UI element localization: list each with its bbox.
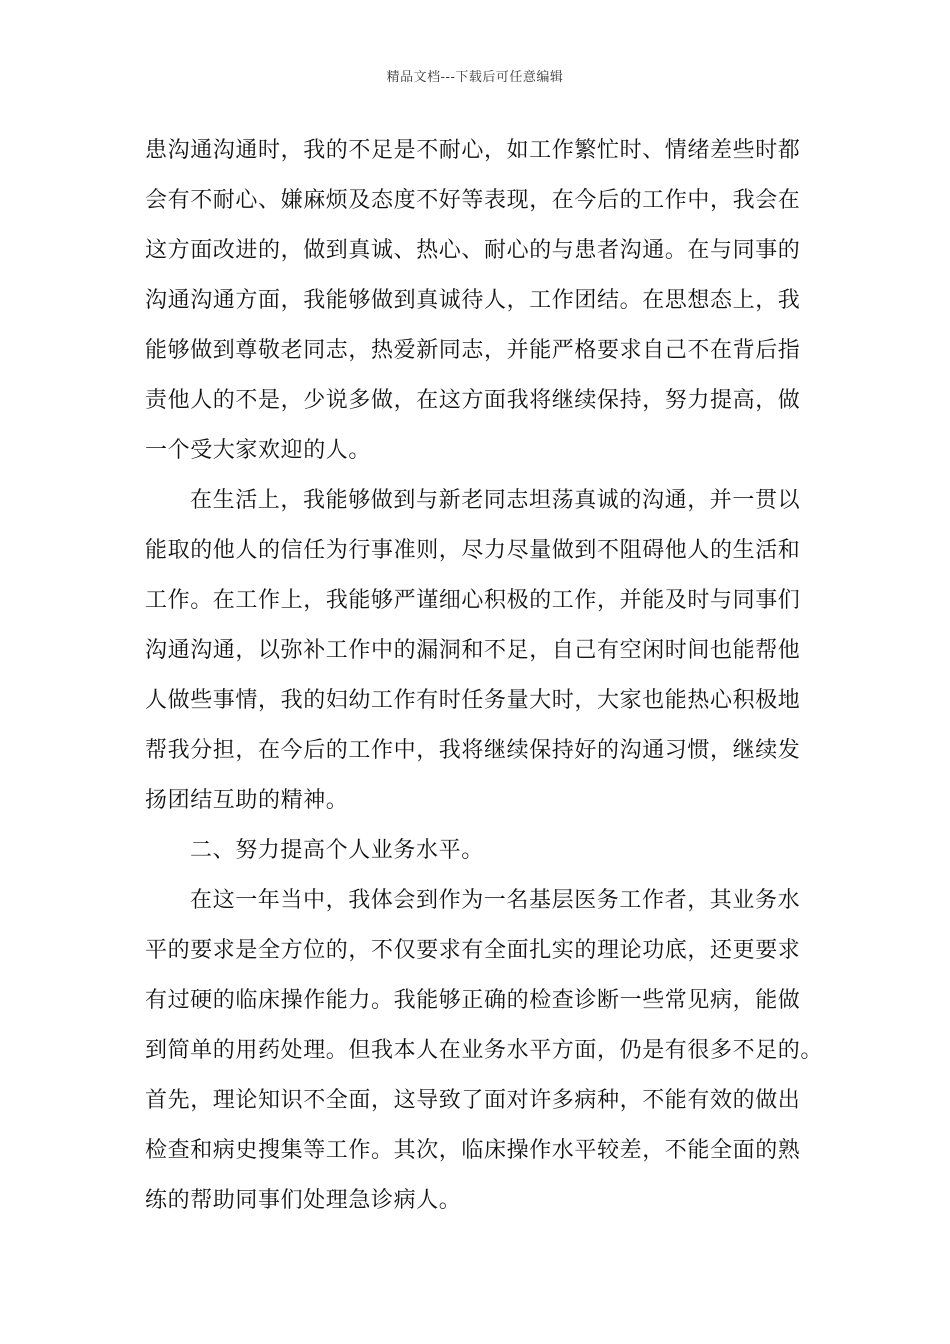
- text-line: 人做些事情，我的妇幼工作有时任务量大时，大家也能热心积极地: [145, 688, 801, 713]
- text-line: 练的帮助同事们处理急诊病人。: [145, 1188, 462, 1213]
- text-line: 平的要求是全方位的，不仅要求有全面扎实的理论功底，还更要求: [145, 938, 801, 963]
- paragraph-start-line: 在生活上，我能够做到与新老同志坦荡真诚的沟通，并一贯以: [190, 488, 801, 513]
- paragraph-start-line: 在这一年当中，我体会到作为一名基层医务工作者，其业务水: [190, 888, 801, 913]
- text-line: 到简单的用药处理。但我本人在业务水平方面，仍是有很多不足的。: [145, 1038, 824, 1063]
- text-line: 能够做到尊敬老同志，热爱新同志，并能严格要求自己不在背后指: [145, 338, 801, 363]
- text-line: 帮我分担，在今后的工作中，我将继续保持好的沟通习惯，继续发: [145, 738, 801, 763]
- text-line: 沟通沟通方面，我能够做到真诚待人，工作团结。在思想态上，我: [145, 288, 801, 313]
- text-line: 检查和病史搜集等工作。其次，临床操作水平较差，不能全面的熟: [145, 1138, 801, 1163]
- text-line: 首先，理论知识不全面，这导致了面对许多病种，不能有效的做出: [145, 1088, 801, 1113]
- text-line: 工作。在工作上，我能够严谨细心积极的工作，并能及时与同事们: [145, 588, 801, 613]
- page-header: 精品文档---下载后可任意编辑: [386, 70, 564, 85]
- text-line: 会有不耐心、嫌麻烦及态度不好等表现，在今后的工作中，我会在: [145, 188, 801, 213]
- text-line: 能取的他人的信任为行事准则，尽力尽量做到不阻碍他人的生活和: [145, 538, 801, 563]
- text-line: 一个受大家欢迎的人。: [145, 438, 372, 463]
- document-body: [145, 126, 824, 1226]
- text-line: 患沟通沟通时，我的不足是不耐心，如工作繁忙时、情绪差些时都: [145, 138, 801, 163]
- text-line: 有过硬的临床操作能力。我能够正确的检查诊断一些常见病，能做: [145, 988, 801, 1013]
- text-line: 扬团结互助的精神。: [145, 788, 349, 813]
- text-line: 沟通沟通，以弥补工作中的漏洞和不足，自己有空闲时间也能帮他: [145, 638, 801, 663]
- text-line: 责他人的不是，少说多做，在这方面我将继续保持，努力提高，做: [145, 388, 801, 413]
- section-heading: 二、努力提高个人业务水平。: [190, 838, 484, 863]
- text-line: 这方面改进的，做到真诚、热心、耐心的与患者沟通。在与同事的: [145, 238, 801, 263]
